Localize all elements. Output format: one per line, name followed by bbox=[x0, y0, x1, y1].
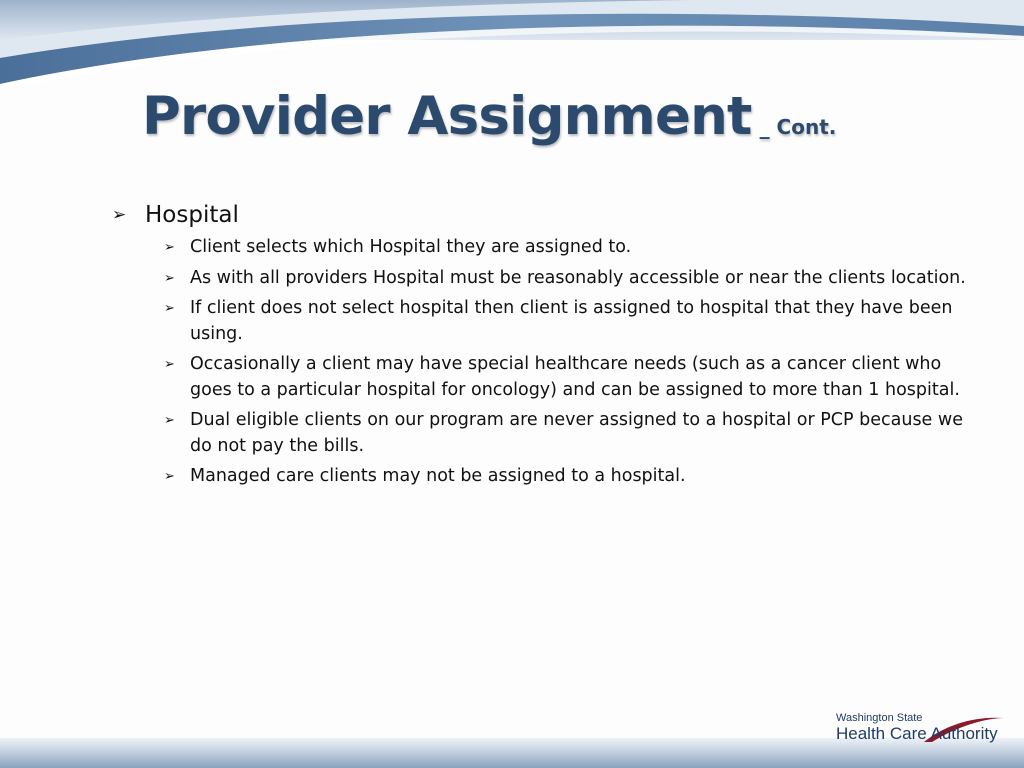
sub-bullet-text: If client does not select hospital then client is assigned to hospital that they have been using. bbox=[190, 298, 953, 344]
sub-bullet-text: Client selects which Hospital they are assigned to. bbox=[190, 237, 632, 257]
sub-bullet bbox=[164, 266, 972, 292]
sub-bullet-text: Occasionally a client may have special healthcare needs (such as a cancer client who goes to a particular hospital for oncology) and can be assigned to more than 1 hospital. bbox=[190, 354, 960, 400]
arrow-bullet-icon: ➢ bbox=[112, 205, 127, 225]
sub-bullet-list bbox=[112, 235, 972, 490]
bullet-label: Hospital bbox=[145, 202, 239, 228]
sub-bullet-text: As with all providers Hospital must be reasonably accessible or near the clients location. bbox=[190, 267, 966, 288]
sub-bullet-text: Dual eligible clients on our program are never assigned to a hospital or PCP because we do not pay the bills. bbox=[190, 410, 963, 456]
sub-bullet bbox=[164, 464, 972, 490]
sub-bullet bbox=[164, 352, 972, 403]
arrow-bullet-icon: ➢ bbox=[164, 413, 175, 428]
slide-title bbox=[142, 82, 836, 162]
arrow-bullet-icon: ➢ bbox=[164, 469, 175, 484]
title-main: Provider Assignment bbox=[142, 86, 752, 147]
logo-line1: Washington State bbox=[836, 712, 923, 724]
sub-bullet bbox=[164, 235, 972, 261]
arrow-bullet-icon: ➢ bbox=[164, 357, 175, 372]
hca-logo bbox=[836, 712, 1016, 746]
logo-line2: Health Care Authority bbox=[836, 724, 998, 743]
bullet-hospital bbox=[112, 200, 972, 231]
sub-bullet bbox=[164, 296, 972, 347]
sub-bullet-text: Managed care clients may not be assigned to a hospital. bbox=[190, 466, 686, 486]
arrow-bullet-icon: ➢ bbox=[164, 270, 175, 286]
title-suffix: _ Cont. bbox=[759, 115, 837, 139]
sub-bullet bbox=[164, 408, 972, 459]
bullet-list bbox=[112, 200, 972, 495]
arrow-bullet-icon: ➢ bbox=[164, 240, 175, 255]
arrow-bullet-icon: ➢ bbox=[164, 301, 175, 316]
